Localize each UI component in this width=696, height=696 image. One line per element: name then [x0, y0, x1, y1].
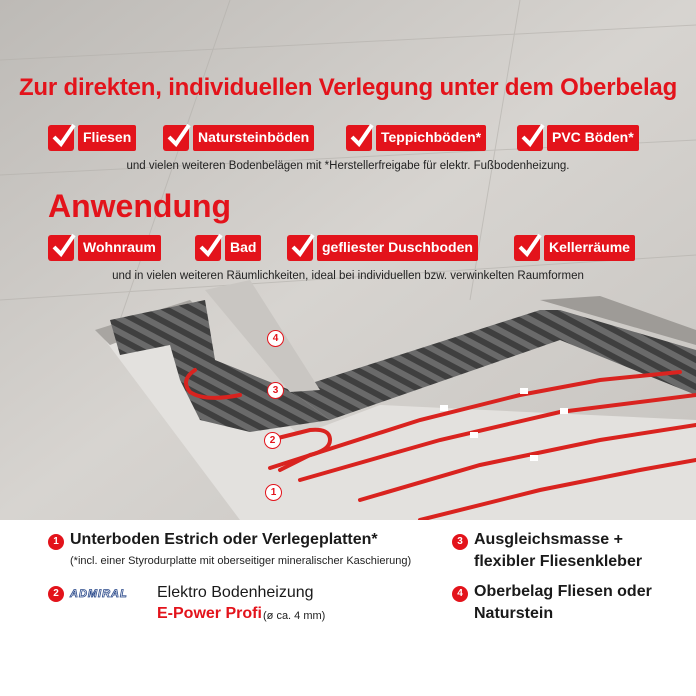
legend-item-1-note: (*incl. einer Styrodurplatte mit oberseitiger mineralischer Kaschierung) [70, 555, 412, 567]
legend-number-3: 3 [452, 534, 468, 550]
legend-number-1: 1 [48, 534, 64, 550]
floor-tag [346, 125, 486, 151]
legend-number-2: 2 [48, 586, 64, 602]
floor-tag [48, 125, 136, 151]
checkmark-icon [514, 235, 540, 261]
room-tag-label: Bad [225, 235, 261, 261]
floor-tag [163, 125, 314, 151]
checkmark-icon [346, 125, 372, 151]
legend-item-3-line2: flexibler Fliesenkleber [474, 553, 643, 570]
room-tag-label: Wohnraum [78, 235, 161, 261]
legend-item-1-title: Unterboden Estrich oder Verlegeplatten* [70, 531, 378, 548]
floor-tag [517, 125, 639, 151]
legend-item-3-line1: Ausgleichsmasse + [474, 531, 623, 548]
floor-tag-label: Natursteinböden [193, 125, 314, 151]
legend-item-2-product: E-Power Profi [157, 605, 262, 622]
floor-tag-label: PVC Böden* [547, 125, 639, 151]
legend-number-4: 4 [452, 586, 468, 602]
admiral-logo-text: ADMIRAL [70, 588, 128, 600]
floor-note: und vielen weiteren Bodenbelägen mit *Herstellerfreigabe für elektr. Fußbodenheizung. [126, 160, 570, 172]
room-tag [48, 235, 161, 261]
floor-tag-label: Teppichböden* [376, 125, 486, 151]
checkmark-icon [48, 125, 74, 151]
room-tag [514, 235, 635, 261]
admiral-logo [70, 585, 128, 603]
legend-item-2-title: Elektro Bodenheizung [157, 584, 314, 601]
checkmark-icon [163, 125, 189, 151]
legend-item-4-line1: Oberbelag Fliesen oder [474, 583, 652, 600]
room-tags [0, 235, 696, 261]
headline: Zur direkten, individuellen Verlegung unter dem Oberbelag [18, 74, 678, 101]
floor-tags [0, 125, 696, 151]
legend-item-4-line2: Naturstein [474, 605, 554, 622]
layer-marker-1: 1 [265, 484, 282, 501]
layer-marker-3: 3 [267, 382, 284, 399]
checkmark-icon [195, 235, 221, 261]
floor-tag-label: Fliesen [78, 125, 136, 151]
layer-marker-2: 2 [264, 432, 281, 449]
room-note: und in vielen weiteren Räumlichkeiten, ideal bei individuellen bzw. verwinkelten Raumformen [112, 270, 584, 282]
checkmark-icon [287, 235, 313, 261]
room-tag-label: Kellerräume [544, 235, 635, 261]
legend-item-2-spec: (ø ca. 4 mm) [263, 610, 326, 622]
checkmark-icon [48, 235, 74, 261]
checkmark-icon [517, 125, 543, 151]
room-tag-label: gefliester Duschboden [317, 235, 478, 261]
room-tag [287, 235, 478, 261]
section-title: Anwendung [48, 188, 232, 224]
room-tag [195, 235, 261, 261]
layer-marker-4: 4 [267, 330, 284, 347]
